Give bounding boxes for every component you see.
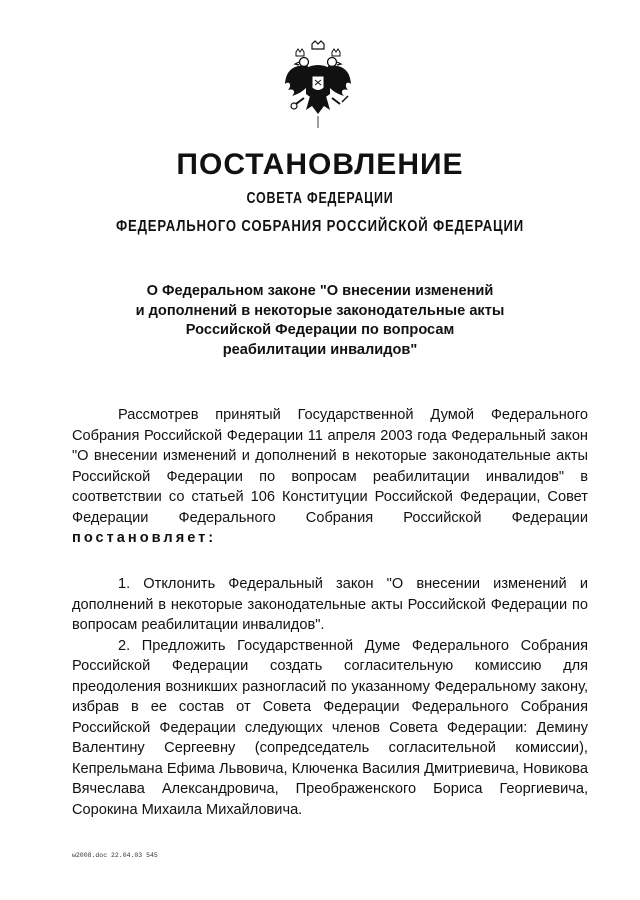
issuing-body-line1: СОВЕТА ФЕДЕРАЦИИ: [246, 190, 394, 207]
resolution-item-1: 1. Отклонить Федеральный закон "О внесении изменений и дополнений в некоторые законодательные акты Российской Федерации по вопросам реабилитации инвалидов".: [72, 576, 588, 633]
coat-of-arms-icon: [282, 40, 354, 130]
preamble: [72, 405, 588, 549]
subject-line: и дополнений в некоторые законодательные акты: [135, 302, 505, 319]
subject-line: реабилитации инвалидов": [222, 341, 418, 358]
preamble-text: Рассмотрев принятый Государственной Думой Федерального Собрания Российской Федерации 11 апреля 2003 года Федеральный закон "О внесении изменений и дополнений в некоторые законодательные акты Российской Федерации по вопросам реабилитации инвалидов" в соответствии со статьей 106 Конституции Российской Федерации, Совет Федерации Федерального Собрания Российской Федерации: [72, 407, 588, 526]
resolution-items: [72, 574, 588, 820]
resolution-item-2: 2. Предложить Государственной Думе Федерального Собрания Российской Федерации создать согласительную комиссию для преодоления возникших разногласий по указанному Федеральному закону, избрав в ее состав от Совета Федерации Федерального Собрания Российской Федерации следующих членов Совета Федерации: Демину Валентину Сергеевну (сопредседатель согласительной комиссии), Кепрельмана Ефима Львовича, Ключенка Василия Дмитриевича, Новикова Вячеслава Александровича, Преображенского Бориса Георгиевича, Сорокина Михаила Михайловича.: [72, 637, 588, 818]
document-title: ПОСТАНОВЛЕНИЕ: [176, 148, 464, 181]
issuing-body-line2: ФЕДЕРАЛЬНОГО СОБРАНИЯ РОССИЙСКОЙ ФЕДЕРАЦИИ: [116, 218, 524, 235]
subject-line: О Федеральном законе "О внесении изменений: [146, 283, 494, 299]
resolves-word: постановляет:: [72, 530, 217, 546]
subject-line: Российской Федерации по вопросам: [185, 322, 455, 338]
document-subject: [110, 282, 530, 360]
file-reference: w2008.doc 22.04.03 545: [72, 852, 158, 859]
